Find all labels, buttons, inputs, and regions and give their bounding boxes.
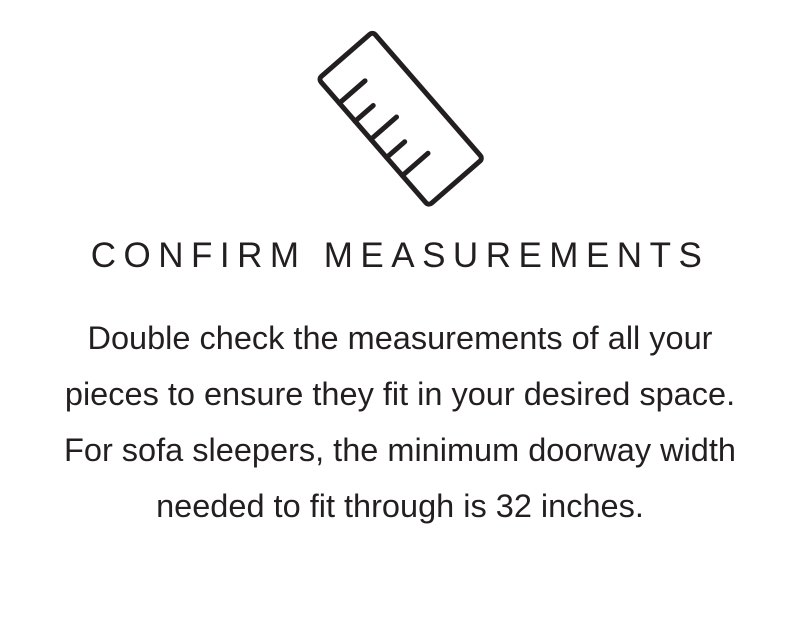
page-title: CONFIRM MEASUREMENTS [90,236,710,275]
ruler-icon [270,18,530,218]
body-text: Double check the measurements of all your pieces to ensure they fit in your desired space. For sofa sleepers, the minimum doorway width needed to fit through is 32 inches. [64,320,736,524]
